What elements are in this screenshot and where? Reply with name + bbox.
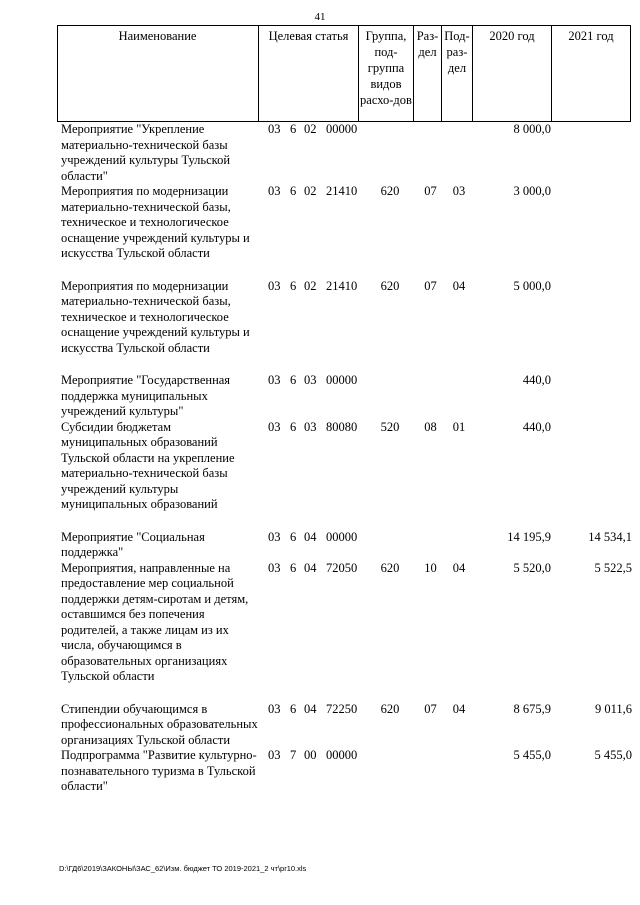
row-subsection: 04 (452, 701, 466, 716)
header-group: Группа, под-группа видов расхо-дов (359, 26, 414, 122)
code-part: 03 (268, 419, 281, 434)
row-2021 (555, 122, 634, 184)
row-2020: 5 455,0 (513, 748, 551, 762)
row-2020: 14 195,9 (507, 529, 551, 544)
page-number: 41 (314, 11, 326, 23)
row-name: Мероприятие "Государственная поддержка муниципальных учреждений культуры" (61, 373, 231, 418)
row-section: 10 (424, 560, 437, 575)
row-group (363, 748, 417, 795)
code-part: 00000 (326, 373, 358, 387)
code-part: 04 (304, 701, 317, 716)
table-header (57, 25, 631, 122)
row-subsection (444, 122, 474, 184)
header-year-2021: 2021 год (552, 26, 631, 122)
code-part: 21410 (326, 278, 358, 293)
row-name: Мероприятие "Укрепление материально-технической базы учреждений культуры Тульской области" (61, 122, 231, 183)
code-part: 03 (268, 560, 281, 575)
row-2020: 3 000,0 (513, 184, 551, 198)
code-part: 6 (290, 529, 297, 544)
header-subsection: Под-раз-дел (442, 26, 473, 122)
row-subsection (444, 530, 474, 561)
table-row (57, 420, 634, 530)
header-year-2020: 2020 год (473, 26, 552, 122)
row-target-code (261, 530, 363, 561)
code-part: 00000 (326, 122, 358, 136)
code-part: 72250 (326, 701, 358, 716)
row-group: 620 (380, 560, 400, 575)
row-target-code (261, 279, 363, 374)
table-row (57, 702, 634, 749)
row-name: Подпрограмма "Развитие культурно-познавательного туризма в Тульской области" (61, 748, 257, 793)
code-part: 03 (268, 373, 281, 387)
row-subsection: 04 (452, 278, 466, 293)
code-part: 6 (290, 184, 297, 198)
code-part: 6 (290, 701, 297, 716)
code-part: 03 (268, 748, 281, 762)
row-2021: 14 534,1 (588, 529, 632, 544)
row-target-code (261, 702, 363, 749)
code-part: 04 (304, 560, 317, 575)
row-2021 (555, 420, 634, 530)
row-target-code (261, 122, 363, 184)
row-name: Стипендии обучающимся в профессиональных образовательных организациях Тульской области (61, 701, 258, 747)
row-subsection: 01 (452, 419, 466, 434)
table-row (57, 184, 634, 279)
row-group: 620 (380, 278, 400, 293)
row-section: 07 (424, 701, 437, 716)
row-2021: 5 522,5 (594, 560, 632, 575)
header-name: Наименование (58, 26, 259, 122)
row-2020: 8 675,9 (513, 701, 551, 716)
row-2021: 9 011,6 (594, 701, 632, 716)
row-name: Мероприятия по модернизации материально-технической базы, техническое и технологическое оснащение учреждений культуры и искусства Тульской области (61, 184, 250, 260)
row-name: Мероприятия, направленные на предоставление мер социальной поддержки детям-сиротам и детям, оставшимся без попечения родителей, а также лицам из их числа, обучающимся в образовательных организациях Тульской области (61, 560, 249, 683)
code-part: 02 (304, 278, 317, 293)
code-part: 7 (290, 748, 297, 762)
file-path-footer: D:\ГД6\2019\ЗАКОНЫ\ЗАС_62\Изм. бюджет ТО 2019-2021_2 чт\pr10.xls (59, 864, 307, 873)
row-name: Мероприятия по модернизации материально-технической базы, техническое и технологическое оснащение учреждений культуры и искусства Тульской области (61, 278, 250, 355)
row-2021 (555, 279, 634, 374)
row-group: 620 (380, 701, 400, 716)
row-group (363, 122, 417, 184)
code-part: 6 (290, 373, 297, 387)
row-subsection (444, 748, 474, 795)
code-part: 03 (268, 122, 281, 136)
row-name: Субсидии бюджетам муниципальных образований Тульской области на укрепление материально-технической базы учреждений культуры муниципальных образований (61, 419, 235, 511)
budget-table (57, 122, 634, 795)
code-part: 6 (290, 560, 297, 575)
row-2020: 440,0 (522, 373, 551, 387)
row-subsection: 04 (452, 560, 466, 575)
code-part: 6 (290, 419, 297, 434)
header-target: Целевая статья (259, 26, 359, 122)
code-part: 03 (304, 419, 317, 434)
row-section: 07 (424, 184, 437, 198)
row-2020: 5 000,0 (513, 278, 551, 293)
table-row (57, 373, 634, 420)
code-part: 00 (304, 748, 317, 762)
code-part: 6 (290, 122, 297, 136)
code-part: 02 (304, 122, 317, 136)
code-part: 03 (268, 278, 281, 293)
table-row (57, 530, 634, 561)
row-subsection (444, 373, 474, 420)
row-target-code (261, 748, 363, 795)
row-2021 (555, 373, 634, 420)
table-row (57, 748, 634, 795)
code-part: 21410 (326, 184, 358, 198)
row-name: Мероприятие "Социальная поддержка" (61, 529, 205, 559)
row-subsection: 03 (452, 184, 466, 198)
row-target-code (261, 561, 363, 702)
code-part: 00000 (326, 748, 358, 762)
code-part: 03 (268, 529, 281, 544)
code-part: 03 (268, 184, 281, 198)
row-group (363, 530, 417, 561)
row-section (417, 530, 444, 561)
row-group (363, 373, 417, 420)
row-group: 520 (380, 419, 400, 434)
row-target-code (261, 420, 363, 530)
row-2020: 440,0 (522, 419, 551, 434)
row-target-code (261, 373, 363, 420)
row-section (417, 373, 444, 420)
header-section: Раз-дел (414, 26, 442, 122)
code-part: 03 (268, 701, 281, 716)
row-target-code (261, 184, 363, 279)
table-row (57, 122, 634, 184)
code-part: 80080 (326, 419, 358, 434)
code-part: 6 (290, 278, 297, 293)
row-2021: 5 455,0 (594, 748, 632, 762)
code-part: 02 (304, 184, 317, 198)
code-part: 72050 (326, 560, 358, 575)
row-section: 07 (424, 278, 437, 293)
row-group: 620 (380, 184, 400, 198)
row-section (417, 748, 444, 795)
row-section: 08 (424, 419, 437, 434)
row-2020: 5 520,0 (513, 560, 551, 575)
code-part: 04 (304, 529, 317, 544)
code-part: 03 (304, 373, 317, 387)
table-row (57, 279, 634, 374)
table-row (57, 561, 634, 702)
row-2020: 8 000,0 (513, 122, 551, 136)
row-2021 (555, 184, 634, 279)
code-part: 00000 (326, 529, 358, 544)
row-section (417, 122, 444, 184)
